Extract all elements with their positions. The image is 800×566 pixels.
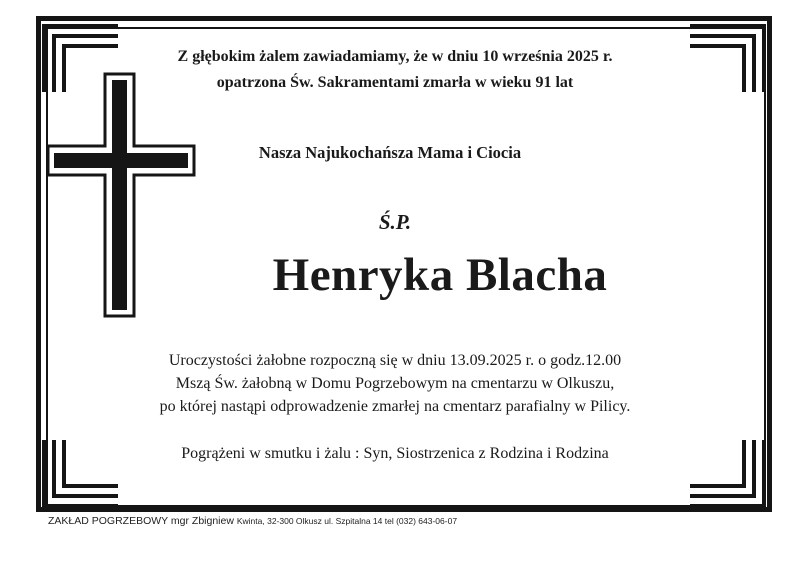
sp-abbreviation: Ś.P. xyxy=(378,210,412,234)
intro-line-2: opatrzona Św. Sakramentami zmarła w wieku 91 lat xyxy=(216,74,574,91)
corner-ornament-bottom-right xyxy=(690,440,768,510)
footer-company: ZAKŁAD POGRZEBOWY mgr Zbigniew xyxy=(48,515,234,527)
intro-line-1: Z głębokim żalem zawiadamiamy, że w dniu 10 września 2025 r. xyxy=(177,48,613,65)
funeral-home-footer xyxy=(48,515,457,527)
mourners-line: Pogrążeni w smutku i żalu : Syn, Siostrzenica z Rodzina i Rodzina xyxy=(181,445,609,462)
deceased-name: Henryka Blacha xyxy=(272,249,608,301)
funeral-line-3: po której nastąpi odprowadzenie zmarłej na cmentarz parafialny w Pilicy. xyxy=(159,398,631,415)
subtitle: Nasza Najukochańsza Mama i Ciocia xyxy=(258,143,522,162)
cross-icon xyxy=(44,70,198,320)
footer-details: Kwinta, 32-300 Olkusz ul. Szpitalna 14 tel (032) 643-06-07 xyxy=(236,516,458,526)
funeral-line-1: Uroczystości żałobne rozpoczną się w dniu 13.09.2025 r. o godz.12.00 xyxy=(168,352,622,369)
funeral-line-2: Mszą Św. żałobną w Domu Pogrzebowym na cmentarzu w Olkuszu, xyxy=(175,375,615,392)
corner-ornament-top-right xyxy=(690,22,768,92)
corner-ornament-bottom-left xyxy=(40,440,118,510)
